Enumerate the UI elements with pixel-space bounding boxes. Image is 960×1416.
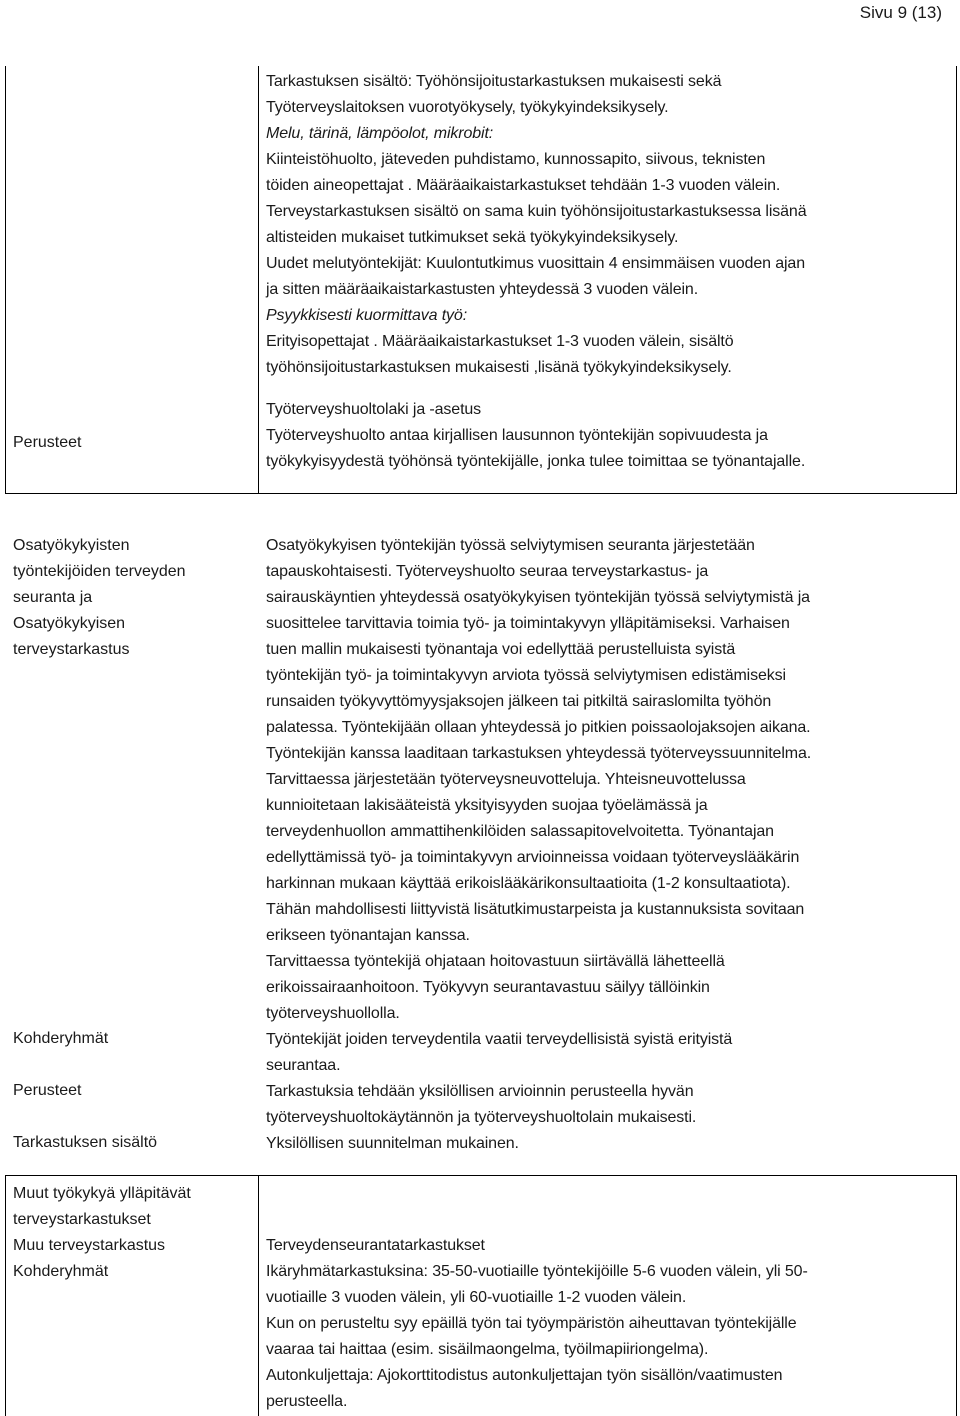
page-number: Sivu 9 (13) bbox=[859, 3, 942, 22]
section3-left-column bbox=[13, 1181, 249, 1285]
text-line: seurantaa. bbox=[266, 1057, 341, 1074]
text-line: Autonkuljettaja: Ajokorttitodistus autonkuljettajan työn sisällön/vaatimusten bbox=[266, 1367, 783, 1384]
row-label-perusteet: Perusteet bbox=[13, 434, 82, 451]
section-title-line: terveystarkastukset bbox=[13, 1211, 151, 1228]
table-right-border bbox=[956, 66, 957, 494]
section-title-line: Muut työkykyä ylläpitävät bbox=[13, 1185, 191, 1202]
text-line: kunnioitetaan lakisääteistä yksityisyyden suojaa työelämässä ja bbox=[266, 797, 708, 814]
text-line: Työntekijät joiden terveydentila vaatii terveydellisistä syistä erityistä bbox=[266, 1031, 733, 1048]
row-label-tarkastuksen-sisalto: Tarkastuksen sisältö bbox=[13, 1134, 158, 1151]
text-line: Ikäryhmätarkastuksina: 35-50-vuotiaille työntekijöille 5-6 vuoden välein, yli 50- bbox=[266, 1263, 808, 1280]
text-line: palatessa. Työntekijään ollaan yhteydessä jo pitkien poissaolojaksojen aikana. bbox=[266, 719, 811, 736]
table-left-border bbox=[5, 66, 6, 494]
text-line: runsaiden työkyvyttömyysjaksojen jälkeen tai pitkiltä sairaslomilta työhön bbox=[266, 693, 772, 710]
section2-labels bbox=[13, 1026, 249, 1156]
text-line: Kun on perusteltu syy epäillä työn tai työympäristön aiheuttavan työntekijälle bbox=[266, 1315, 797, 1332]
text-line: työhönsijoitustarkastuksen mukaisesti ,lisänä työkykyindeksikysely. bbox=[266, 359, 732, 376]
section-title-line: työntekijöiden terveyden bbox=[13, 563, 186, 580]
section1-perusteet-label bbox=[13, 430, 249, 456]
text-line: työterveyshuollolla. bbox=[266, 1005, 400, 1022]
text-line: Erityisopettajat . Määräaikaistarkastukset 1-3 vuoden välein, sisältö bbox=[266, 333, 734, 350]
section-title-line: Osatyökykyisen bbox=[13, 615, 126, 632]
row-label-kohderyhmat: Kohderyhmät bbox=[13, 1030, 109, 1047]
table-right-border-lower bbox=[956, 1175, 957, 1416]
text-line: Osatyökykyisen työntekijän työssä selviytymisen seuranta järjestetään bbox=[266, 537, 755, 554]
section-title-line: Osatyökykyisten bbox=[13, 537, 130, 554]
text-line: Yksilöllisen suunnitelman mukainen. bbox=[266, 1135, 519, 1152]
text-line: erikoissairaanhoitoon. Työkyvyn seurantavastuu säilyy tällöinkin bbox=[266, 979, 710, 996]
section2-title bbox=[13, 533, 249, 663]
text-line: Työterveyshuoltolaki ja -asetus bbox=[266, 401, 482, 418]
table-bottom-border bbox=[5, 493, 957, 494]
text-line: ja sitten määräaikaistarkastusten yhteydessä 3 vuoden välein. bbox=[266, 281, 699, 298]
text-line: töiden aineopettajat . Määräaikaistarkastukset tehdään 1-3 vuoden välein. bbox=[266, 177, 781, 194]
text-line: vuotiaille 3 vuoden välein, yli 60-vuotiaille 1-2 vuoden välein. bbox=[266, 1289, 687, 1306]
section2-right-column bbox=[266, 533, 952, 1157]
text-line: Tarvittaessa järjestetään työterveysneuvotteluja. Yhteisneuvottelussa bbox=[266, 771, 746, 788]
text-line: Tarvittaessa työntekijä ohjataan hoitovastuun siirtävällä lähetteellä bbox=[266, 953, 725, 970]
subheading-italic: Melu, tärinä, lämpöolot, mikrobit: bbox=[266, 125, 494, 142]
text-line: Tarkastuksia tehdään yksilöllisen arvioinnin perusteella hyvän bbox=[266, 1083, 694, 1100]
section1-perusteet-text bbox=[266, 397, 952, 475]
section-title-line: seuranta ja bbox=[13, 589, 93, 606]
text-line: vaaraa tai haittaa (esim. sisäilmaongelma, työilmapiiriongelma). bbox=[266, 1341, 709, 1358]
text-line: tuen mallin mukaisesti työnantaja voi edellyttää perustelluista syistä bbox=[266, 641, 736, 658]
text-line: Terveystarkastuksen sisältö on sama kuin työhönsijoitustarkastuksessa lisänä bbox=[266, 203, 807, 220]
text-line: Työntekijän kanssa laaditaan tarkastuksen yhteydessä työterveyssuunnitelma. bbox=[266, 745, 812, 762]
text-line: työntekijän työ- ja toimintakyvyn arviota työssä selviytymisen edistämiseksi bbox=[266, 667, 786, 684]
text-line: Tarkastuksen sisältö: Työhönsijoitustarkastuksen mukaisesti sekä bbox=[266, 73, 722, 90]
section-title-line: terveystarkastus bbox=[13, 641, 130, 658]
text-line: Kiinteistöhuolto, jäteveden puhdistamo, kunnossapito, siivous, teknisten bbox=[266, 151, 766, 168]
text-line: terveydenhuollon ammattihenkilöiden salassapitovelvoitetta. Työnantajan bbox=[266, 823, 774, 840]
table-left-border-lower bbox=[5, 1175, 6, 1416]
text-line: Terveydenseurantatarkastukset bbox=[266, 1237, 485, 1254]
text-line: edellyttämissä työ- ja toimintakyvyn arvioinneissa voidaan työterveyslääkärin bbox=[266, 849, 800, 866]
text-line: perusteella. bbox=[266, 1393, 348, 1410]
text-line: työterveyshuoltokäytännön ja työterveyshuoltolain mukaisesti. bbox=[266, 1109, 697, 1126]
section3-right-column bbox=[266, 1233, 952, 1415]
section1-right-column bbox=[266, 69, 952, 381]
text-line: työkykyisyydestä työhönsä työntekijälle, jonka tulee toimittaa se työnantajalle. bbox=[266, 453, 806, 470]
table-divider-left bbox=[258, 66, 259, 494]
text-line: Työterveyslaitoksen vuorotyökysely, työkykyindeksikysely. bbox=[266, 99, 669, 116]
text-line: Tähän mahdollisesti liittyvistä lisätutkimustarpeista ja kustannuksista sovitaan bbox=[266, 901, 805, 918]
text-line: tapauskohtaisesti. Työterveyshuolto seuraa terveystarkastus- ja bbox=[266, 563, 709, 580]
section-title-line: Muu terveystarkastus bbox=[13, 1237, 166, 1254]
row-label-kohderyhmat: Kohderyhmät bbox=[13, 1263, 109, 1280]
subheading-italic: Psyykkisesti kuormittava työ: bbox=[266, 307, 468, 324]
text-line: Uudet melutyöntekijät: Kuulontutkimus vuosittain 4 ensimmäisen vuoden ajan bbox=[266, 255, 805, 272]
text-line: harkinnan mukaan käyttää erikoislääkärikonsultaatioita (1-2 konsultaatiota). bbox=[266, 875, 791, 892]
text-line: Työterveyshuolto antaa kirjallisen lausunnon työntekijän sopivuudesta ja bbox=[266, 427, 768, 444]
row-label-perusteet: Perusteet bbox=[13, 1082, 82, 1099]
text-line: erikseen työnantajan kanssa. bbox=[266, 927, 470, 944]
text-line: altisteiden mukaiset tutkimukset sekä työkykyindeksikysely. bbox=[266, 229, 679, 246]
table-top-border-lower bbox=[5, 1175, 957, 1176]
table-divider-lower bbox=[258, 1175, 259, 1416]
text-line: sairauskäyntien yhteydessä osatyökykyisen työntekijän työssä selviytymistä ja bbox=[266, 589, 810, 606]
text-line: suosittelee tarvittavia toimia työ- ja toimintakyvyn ylläpitämiseksi. Varhaisen bbox=[266, 615, 790, 632]
